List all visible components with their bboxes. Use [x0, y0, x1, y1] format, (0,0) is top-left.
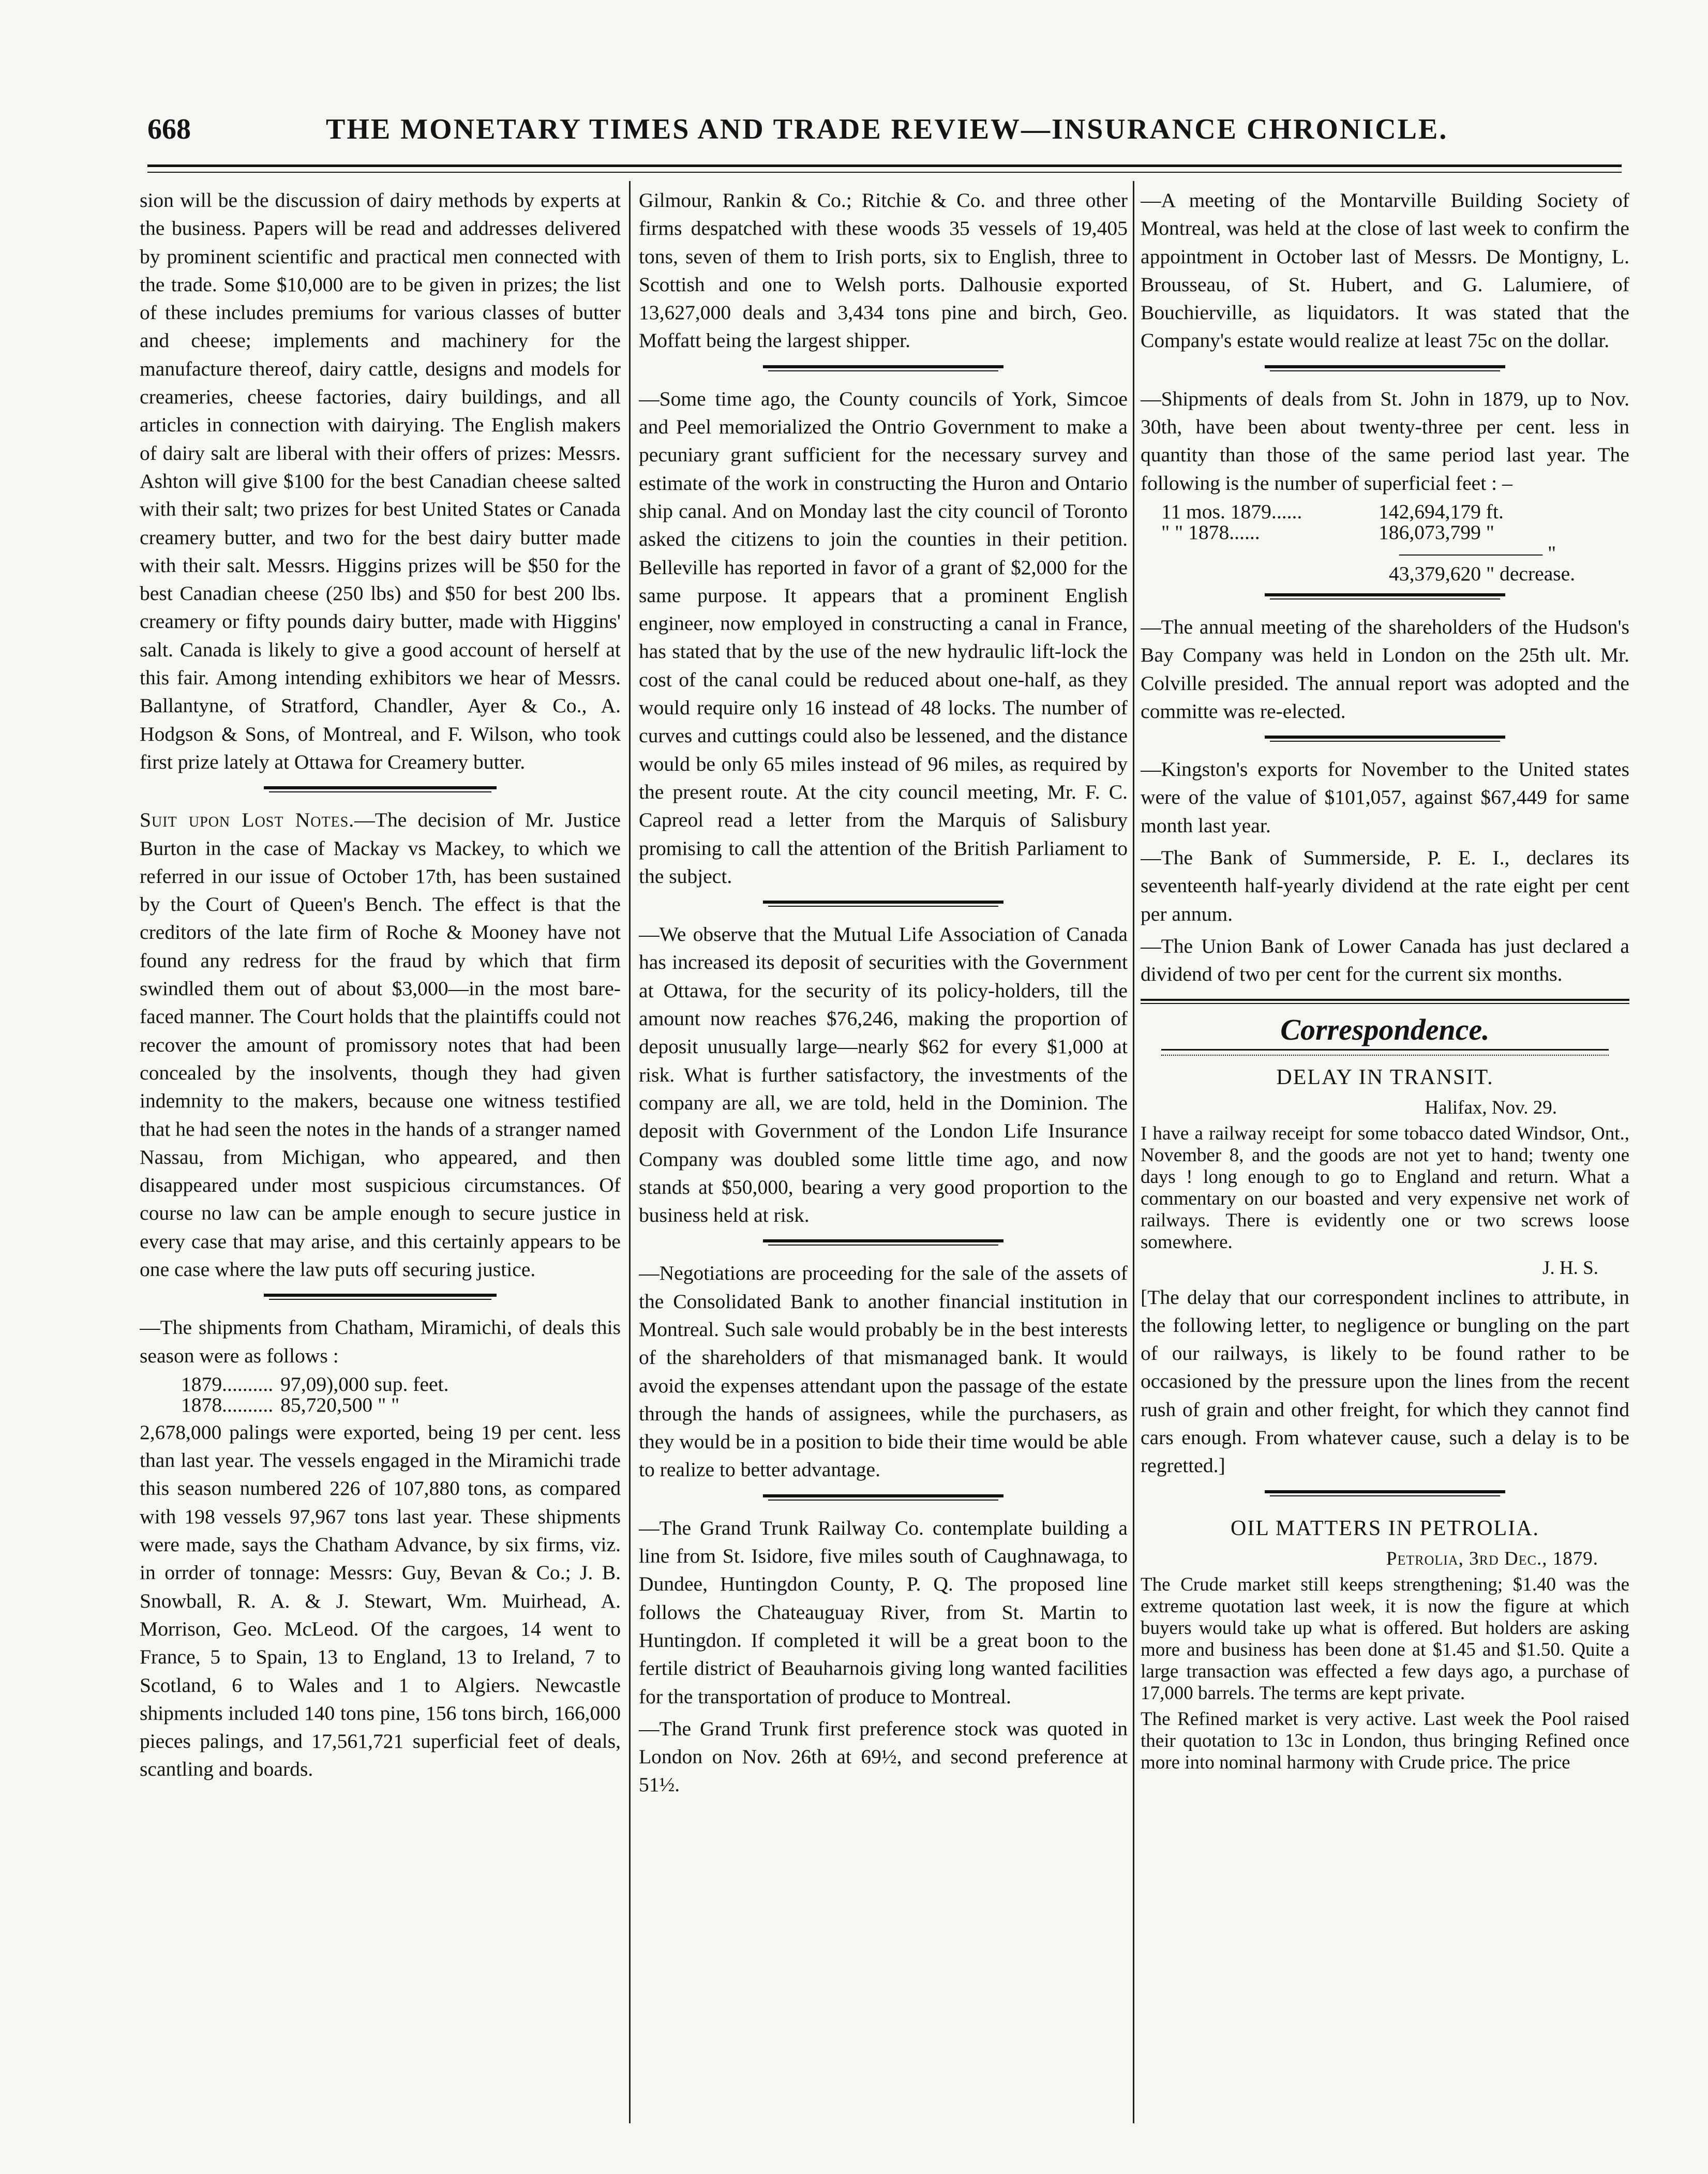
delay-editor-note: [The delay that our correspondent inclines to attribute, in the following letter, to negligence or bungling on the part of our railways, is likely to be found rather to be occasioned by the pressure upon the lines from the recent rush of grain and other freight, for which they cannot find cars enough. From whatever cause, such a delay is to be regretted.] — [1141, 1285, 1629, 1477]
article-union-bank: —The Union Bank of Lower Canada has just declared a dividend of two per cent for the current six months. — [1141, 934, 1629, 986]
section-divider — [140, 1287, 621, 1310]
oil-refined: The Refined market is very active. Last week the Pool raised their quotation to 13c in London, thus bringing Refined once more into nominal harmony with Crude price. The price — [1141, 1708, 1629, 1773]
row-leader: .......... — [222, 1393, 274, 1416]
running-title: THE MONETARY TIMES AND TRADE REVIEW—INSURANCE CHRONICLE. — [326, 113, 1448, 145]
article-mutual-life: —We observe that the Mutual Life Association of Canada has increased its deposit of securities with the Government at Ottawa, for the security of its policy-holders, till the amount now reaches $76,246, making the proportion of deposit unusually large—nearly $62 for every $1,000 at risk. What is further satisfactory, the investments of the company are all, we are told, held in the Dominion. The deposit with Government of the London Life Insurance Company was doubled some little time ago, and now stands at $50,000, bearing a very good proportion to the business held at risk. — [639, 923, 1128, 1227]
row-leader: .......... — [222, 1372, 274, 1396]
section-divider — [639, 1488, 1128, 1511]
section-divider — [639, 894, 1128, 917]
article-suit-lost-notes — [140, 806, 621, 1283]
correspondence-title: Correspondence. — [1280, 1012, 1490, 1046]
header-rule-thick — [147, 164, 1622, 167]
article-montarville: —A meeting of the Montarville Building Society of Montreal, was held at the close of last week to confirm the appointment in October last of Messrs. De Montigny, L. Brousseau, of St. Hubert, and G. Lalumiere, of Bouchierville, as liquidators. It was stated that the Company's estate would realize at least 75c on the dollar. — [1141, 189, 1629, 352]
section-divider — [1141, 1484, 1629, 1507]
column-2 — [639, 186, 1128, 2131]
column-separator — [629, 181, 631, 2123]
page-header — [147, 103, 1622, 160]
article-heading: Suit upon Lost Notes. — [140, 808, 355, 832]
article-dairy-continued: sion will be the discussion of dairy methods by experts at the business. Papers will be read and addresses delivered by prominent scientific and practical men connected with the trade. Some $10,000 are to be given in prizes; the list of these includes premiums for various classes of butter and cheese; implements and machinery for the manufacture thereof, dairy cattle, designs and models for creameries, cheese factories, dairy buildings, and all articles in connection with dairying. The English makers of dairy salt are liberal with their offers of prizes: Messrs. Ashton will give $100 for the best Canadian cheese salted with their salt; two prizes for best United States or Canada creamery butter, and two for the best dairy butter made with their salt. Messrs. Higgins prizes will be $50 for the best Canadian cheese (250 lbs) and $50 for best 200 lbs. creamery or fifty pounds dairy butter, made with Higgins' salt. Canada is likely to give a good account of herself at this fair. Among intending exhibitors we hear of Messrs. Ballantyne, of Stratford, Chandler, Ayer & Co., A. Hodgson & Sons, of Montreal, and F. Wilson, who took first prize lately at Ottawa for Creamery butter. — [140, 189, 621, 773]
table-row — [140, 1374, 621, 1395]
table-row — [1141, 501, 1629, 522]
article-gilmour: Gilmour, Rankin & Co.; Ritchie & Co. and three other firms despatched with these woods 35 vessels of 19,405 tons, seven of them to Irish ports, six to English, three to Scottish and one to Welsh ports. Dalhousie exported 13,627,000 deals and 3,434 tons pine and birch, Geo. Moffatt being the largest shipper. — [639, 189, 1128, 352]
article-kingston: —Kingston's exports for November to the United states were of the value of $101,057, against $67,449 for same month last year. — [1141, 758, 1629, 837]
delay-heading: DELAY IN TRANSIT. — [1276, 1065, 1494, 1089]
column-1 — [140, 186, 621, 2131]
article-body: —The decision of Mr. Justice Burton in the case of Mackay vs Mackey, to which we referred in our issue of October 17th, has been sustained by the Court of Queen's Bench. The effect is that the creditors of the late firm of Roche & Mooney have not found any redress for the fraud by which that firm swindled them out of about $3,000—in the most bare-faced manner. The Court holds that the plaintiffs could not recover the amount of promissory notes that had been concealed by the insolvents, though they had given indemnity to the makers, because one witness testified that he had seen the notes in the hands of a stranger named Nassau, from Michigan, who appeared, and then disappeared under most suspicious circumstances. Of course no law can be ample enough to secure justice in every case that may arise, and this certainly appears to be one case where the law puts off securing justice. — [140, 808, 621, 1281]
row-label — [1161, 543, 1399, 563]
page-number: 668 — [147, 113, 191, 145]
delay-letter: I have a railway receipt for some tobacco dated Windsor, Ont., November 8, and the goods are not yet to hand; twenty one days ! long enough to go to England and return. What a commentary on our boasted and very expensive net work of railways. There is evidently one or two screws loose somewhere. — [1141, 1122, 1629, 1253]
row-value: 43,379,620 " decrease. — [1389, 562, 1576, 585]
section-divider — [639, 1233, 1128, 1256]
delay-signoff: J. H. S. — [1542, 1257, 1598, 1279]
article-chatham-intro: —The shipments from Chatham, Miramichi, of deals this season were as follows : — [140, 1316, 621, 1367]
article-consolidated-bank: —Negotiations are proceeding for the sale of the assets of the Consolidated Bank to another financial institution in Montreal. Such sale would probably be in the best interests of the shareholders of that mismanaged bank. It would avoid the expenses attendant upon the passage of the estate through the hands of assignees, while the purchasers, as they would be in a position to bide their time would be able to realize to better advantage. — [639, 1262, 1128, 1481]
column-separator — [1133, 181, 1134, 2123]
column-3 — [1141, 186, 1629, 2131]
row-label — [1161, 563, 1389, 584]
article-st-john: —Shipments of deals from St. John in 1879, up to Nov. 30th, have been about twenty-three per cent. less in quantity than those of the same period last year. The following is the number of superficial feet : – — [1141, 387, 1629, 494]
oil-heading: OIL MATTERS IN PETROLIA. — [1230, 1516, 1540, 1540]
row-value: 97,09),000 sup. feet. — [280, 1372, 449, 1396]
section-rule — [1141, 999, 1629, 1001]
article-chatham-body: 2,678,000 palings were exported, being 19 per cent. less than last year. The vessels engaged in the Miramichi trade this season numbered 226 of 107,880 tons, as compared with 198 vessels 97,967 tons last year. These shipments were made, says the Chatham Advance, by six firms, viz. in orrder of tonnage: Messrs: Guy, Bevan & Co.; J. B. Snowball, R. A. & J. Stewart, Wm. Muirhead, A. Morrison, Geo. McLeod. Of the cargoes, 14 went to France, 5 to Spain, 13 to England, 13 to Ireland, 7 to Scotland, 6 to Wales and 1 to Algiers. Newcastle shipments included 140 tons pine, 156 tons birch, 166,000 pieces palings, and 17,561,721 superficial feet of deals, scantling and boards. — [140, 1420, 621, 1781]
st-john-table — [1141, 501, 1629, 584]
section-divider — [1141, 359, 1629, 382]
oil-dateline: Petrolia, 3rd Dec., 1879. — [1386, 1548, 1598, 1569]
article-grand-trunk: —The Grand Trunk Railway Co. contemplate building a line from St. Isidore, five miles south of Caughnawaga, to Dundee, Huntingdon County, P. Q. The proposed line follows the Chateauguay River, from St. Martin to Huntingdon. If completed it will be a great boon to the fertile district of Beauharnois giving long wanted facilities for the transportation of produce to Montreal. — [639, 1516, 1128, 1708]
table-row — [1141, 522, 1629, 543]
table-row — [1141, 563, 1629, 584]
article-summerside: —The Bank of Summerside, P. E. I., declares its seventeenth half-yearly dividend at the rate eight per cent per annum. — [1141, 846, 1629, 925]
header-rule-thin — [147, 172, 1622, 173]
row-label: " " 1878...... — [1161, 520, 1260, 544]
section-divider — [639, 359, 1128, 382]
delay-dateline: Halifax, Nov. 29. — [1425, 1097, 1557, 1118]
article-preference-stock: —The Grand Trunk first preference stock was quoted in London on Nov. 26th at 69½, and second preference at 51½. — [639, 1717, 1128, 1796]
section-divider — [1141, 729, 1629, 752]
row-year: 1878 — [181, 1393, 222, 1416]
section-rule — [1141, 1003, 1629, 1004]
ornamental-rule — [1161, 1049, 1609, 1056]
section-divider — [1141, 587, 1629, 610]
row-value: ——————— " — [1399, 541, 1556, 564]
row-value: 186,073,799 " — [1379, 520, 1494, 544]
row-year: 1879 — [181, 1372, 222, 1396]
table-row — [140, 1395, 621, 1415]
chatham-shipments-table — [140, 1374, 621, 1415]
article-hudsons-bay: —The annual meeting of the shareholders of the Hudson's Bay Company was held in London on the 25th ult. Mr. Colville presided. The annual report was adopted and the committe was re-elected. — [1141, 615, 1629, 723]
oil-crude: The Crude market still keeps strengthening; $1.40 was the extreme quotation last week, it is now the figure at which buyers would take up what is offered. But holders are asking more and business has been done at $1.45 and $1.50. Quite a large transaction was effected a few days ago, a purchase of 17,000 barrels. The terms are kept private. — [1141, 1573, 1629, 1704]
row-value: 85,720,500 " " — [280, 1393, 400, 1416]
table-row — [1141, 543, 1629, 563]
row-value: 142,694,179 ft. — [1379, 500, 1504, 523]
row-label: 11 mos. 1879...... — [1161, 500, 1302, 523]
section-divider — [140, 780, 621, 803]
article-ship-canal: —Some time ago, the County councils of York, Simcoe and Peel memorialized the Ontrio Government to make a pecuniary grant sufficient for the necessary survey and estimate of the work in constructing the Huron and Ontario ship canal. And on Monday last the city council of Toronto asked the citizens to join the counties in their petition. Belleville has reported in favor of a grant of $2,000 for the same purpose. It appears that a prominent English engineer, now employed in constructing a canal in France, has stated that by the use of the new hydraulic lift-lock the cost of the canal could be reduced about one-half, as they would require only 16 instead of 48 locks. The number of curves and cuttings could also be lessened, and the distance would be only 65 miles instead of 96 miles, as required by the present route. At the city council meeting, Mr. F. C. Capreol read a letter from the Marquis of Salisbury promising to call the attention of the British Parliament to the subject. — [639, 387, 1128, 888]
